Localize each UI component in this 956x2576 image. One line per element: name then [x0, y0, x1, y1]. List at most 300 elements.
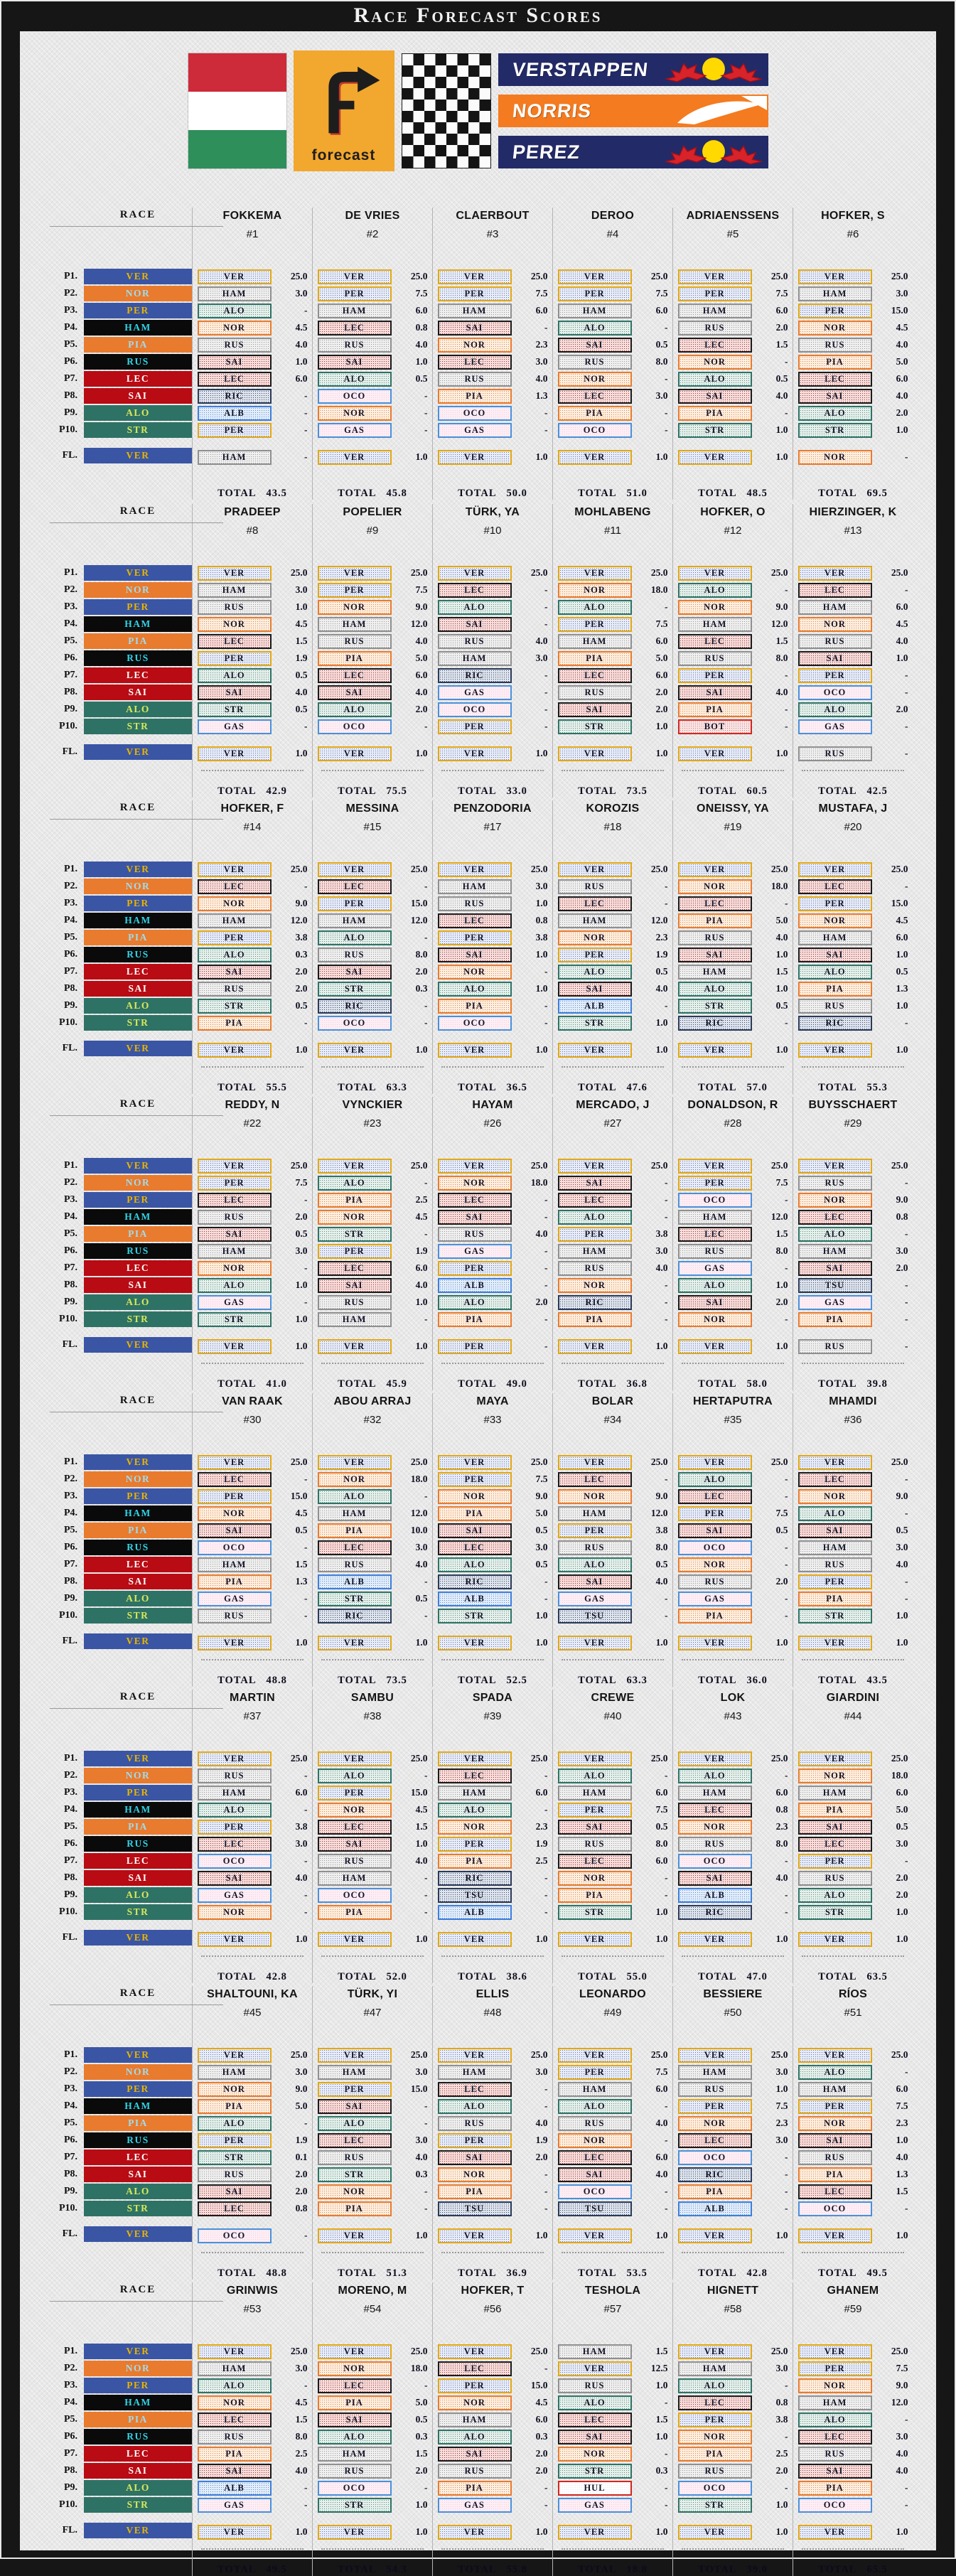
race-result-cell: ALO: [84, 1887, 192, 1903]
player-number: #8: [246, 525, 259, 537]
position-label: P9.: [63, 704, 77, 714]
prediction-row: [798, 1887, 908, 1903]
prediction-score: 18.0: [410, 2363, 428, 2373]
player-column-header: [553, 1986, 672, 2047]
prediction-score: 1.0: [896, 949, 908, 960]
forecast-section: [47, 800, 936, 1093]
prediction-score: 8.0: [655, 1838, 668, 1849]
prediction-score: 3.8: [295, 1821, 308, 1832]
prediction-score: 2.5: [295, 2448, 308, 2459]
player-total-row: [698, 2268, 768, 2280]
prediction-score: 1.0: [295, 356, 308, 367]
prediction-chip: RUS: [198, 1210, 272, 1225]
prediction-chip: PER: [798, 1854, 872, 1869]
position-label: P5.: [63, 1228, 77, 1239]
prediction-chip: LEC: [558, 1472, 632, 1487]
prediction-row: [438, 1277, 548, 1293]
fastest-lap-prediction-row: [198, 1338, 308, 1354]
prediction-chip: STR: [798, 423, 872, 438]
fastest-lap-label: FL.: [62, 2525, 77, 2535]
race-fastest-lap-cell: VER: [84, 448, 192, 463]
prediction-score: 4.0: [775, 1872, 788, 1883]
prediction-chip: HAM: [438, 1786, 512, 1800]
player-name: LEONARDO: [579, 1988, 646, 2000]
labels-column-header: [47, 1986, 84, 2047]
fastest-lap-prediction-row: [318, 1931, 428, 1947]
prediction-score: 10.0: [410, 1525, 428, 1535]
fastest-lap-prediction-row: [198, 449, 308, 465]
prediction-score: -: [905, 1593, 908, 1604]
prediction-chip: VER: [318, 1751, 392, 1766]
position-label: P8.: [63, 1872, 77, 1883]
prediction-chip: LEC: [318, 879, 392, 894]
race-result-cell: HAM: [84, 2098, 192, 2114]
prediction-chip: SAI: [438, 1523, 512, 1538]
total-divider: [201, 2548, 304, 2558]
prediction-row: [318, 1574, 428, 1589]
prediction-row: [678, 1488, 788, 1504]
prediction-score: -: [905, 2203, 908, 2213]
prediction-row: [438, 1243, 548, 1259]
prediction-chip: LEC: [438, 2082, 512, 2097]
race-result-cell: LEC: [84, 1557, 192, 1572]
labels-column-header: [47, 800, 84, 862]
prediction-row: [558, 1557, 668, 1572]
prediction-score: 1.0: [775, 2230, 788, 2240]
player-number: #50: [724, 2007, 742, 2019]
prediction-chip: PER: [558, 1803, 632, 1818]
prediction-row: [318, 2378, 428, 2393]
prediction-score: 4.5: [295, 618, 308, 629]
position-label: P1.: [63, 1456, 77, 1467]
prediction-row: [678, 1175, 788, 1191]
player-total-row: [338, 488, 407, 500]
prediction-chip: LEC: [318, 668, 392, 683]
prediction-row: [798, 1175, 908, 1191]
prediction-score: -: [544, 1279, 548, 1290]
player-total-row: [818, 2268, 888, 2280]
prediction-score: -: [785, 584, 788, 595]
prediction-row: [678, 320, 788, 336]
prediction-chip: VER: [798, 1636, 872, 1651]
race-result-cell: STR: [84, 1015, 192, 1031]
prediction-score: 1.5: [295, 1559, 308, 1569]
fastest-lap-label: FL.: [62, 746, 77, 757]
prediction-row: [558, 388, 668, 404]
race-results-column: [84, 1986, 192, 2280]
prediction-chip: TSU: [558, 1609, 632, 1624]
position-label: P8.: [63, 2465, 77, 2476]
total-value: 42.5: [866, 785, 888, 797]
player-column-header: [673, 1690, 793, 1751]
player-total-row: [818, 785, 888, 798]
prediction-row: [678, 719, 788, 734]
player-column-header: [433, 800, 552, 862]
prediction-chip: PER: [318, 286, 392, 301]
prediction-chip: SAI: [198, 965, 272, 980]
prediction-row: [798, 2064, 908, 2080]
total-divider: [441, 473, 544, 482]
total-divider: [562, 1066, 664, 1076]
player-total-row: [578, 488, 648, 500]
prediction-chip: ALO: [318, 2116, 392, 2131]
prediction-row: [318, 1175, 428, 1191]
player-column-header: [433, 2282, 552, 2344]
prediction-chip: HAM: [438, 2413, 512, 2427]
position-label: P10.: [58, 1314, 77, 1324]
race-result-cell: VER: [84, 2047, 192, 2063]
prediction-score: 25.0: [410, 2049, 428, 2060]
prediction-row: [438, 1226, 548, 1242]
prediction-score: -: [304, 1610, 308, 1621]
player-column: [793, 1986, 913, 2280]
race-result-cell: PER: [84, 599, 192, 615]
player-number: #6: [847, 228, 859, 240]
prediction-score: 3.0: [655, 1245, 668, 1256]
player-number: #36: [844, 1414, 862, 1426]
prediction-row: [438, 1768, 548, 1783]
prediction-chip: RUS: [438, 2116, 512, 2131]
player-column-header: [433, 1097, 552, 1158]
prediction-score: 1.3: [295, 1576, 308, 1587]
fastest-lap-prediction-row: [438, 2524, 548, 2540]
prediction-chip: VER: [558, 2048, 632, 2063]
prediction-row: [678, 1209, 788, 1225]
player-name: SPADA: [472, 1692, 513, 1704]
prediction-row: [318, 1243, 428, 1259]
prediction-chip: RUS: [438, 634, 512, 649]
prediction-score: 1.0: [655, 1044, 668, 1055]
prediction-score: 25.0: [770, 2049, 788, 2060]
prediction-chip: ALO: [558, 1557, 632, 1572]
race-result-cell: HAM: [84, 1802, 192, 1818]
prediction-row: [678, 2132, 788, 2148]
prediction-chip: PIA: [318, 651, 392, 666]
prediction-score: -: [304, 2230, 308, 2240]
prediction-row: [438, 1488, 548, 1504]
race-result-cell: NOR: [84, 1768, 192, 1783]
total-label: TOTAL: [338, 1082, 377, 1093]
total-label: TOTAL: [217, 2564, 257, 2575]
prediction-chip: RUS: [558, 2378, 632, 2393]
total-value: 43.5: [266, 488, 287, 499]
prediction-score: 1.0: [655, 748, 668, 758]
player-name: DONALDSON, R: [687, 1099, 778, 1111]
prediction-row: [438, 2378, 548, 2393]
player-name: SHALTOUNI, KA: [207, 1988, 298, 2000]
race-result-cell: RUS: [84, 1243, 192, 1259]
fastest-lap-prediction-row: [798, 2228, 908, 2243]
prediction-chip: LEC: [678, 1227, 752, 1242]
prediction-chip: OCO: [438, 702, 512, 717]
prediction-score: 1.0: [535, 1637, 548, 1648]
prediction-chip: PER: [438, 1261, 512, 1276]
prediction-row: [798, 650, 908, 666]
prediction-row: [438, 616, 548, 632]
prediction-chip: RUS: [678, 1574, 752, 1589]
prediction-row: [438, 633, 548, 649]
prediction-score: 1.0: [896, 424, 908, 435]
fastest-lap-prediction-row: [438, 1635, 548, 1651]
total-label: TOTAL: [698, 1675, 737, 1686]
total-divider: [201, 1955, 304, 1965]
prediction-row: [558, 1904, 668, 1920]
prediction-row: [558, 930, 668, 945]
race-result-cell: PIA: [84, 2115, 192, 2131]
prediction-score: -: [544, 1341, 548, 1351]
prediction-chip: PIA: [678, 702, 752, 717]
prediction-row: [198, 2047, 308, 2063]
position-label: P6.: [63, 1542, 77, 1552]
prediction-chip: ALO: [438, 600, 512, 615]
player-number: #32: [363, 1414, 382, 1426]
player-column-header: [313, 2282, 432, 2344]
prediction-chip: NOR: [798, 1193, 872, 1208]
race-result-cell: STR: [84, 719, 192, 734]
labels-column-header: [47, 1097, 84, 1158]
total-label: TOTAL: [698, 488, 737, 499]
player-column: [432, 1097, 552, 1390]
prediction-score: 2.0: [295, 1211, 308, 1222]
prediction-row: [798, 2361, 908, 2376]
prediction-row: [558, 1454, 668, 1470]
prediction-score: -: [544, 1770, 548, 1781]
prediction-score: 0.5: [655, 1559, 668, 1569]
prediction-chip: VER: [318, 1932, 392, 1947]
prediction-row: [438, 2201, 548, 2216]
race-result-cell: LEC: [84, 667, 192, 683]
prediction-score: -: [785, 356, 788, 367]
prediction-row: [678, 2150, 788, 2165]
prediction-chip: NOR: [558, 372, 632, 387]
prediction-score: -: [785, 2169, 788, 2179]
total-value: 63.3: [386, 1082, 407, 1093]
race-label: RACE: [119, 802, 156, 813]
prediction-chip: NOR: [558, 2447, 632, 2462]
position-label: P7.: [63, 1262, 77, 1273]
prediction-chip: LEC: [318, 321, 392, 336]
prediction-score: 25.0: [530, 2346, 548, 2356]
prediction-row: [318, 582, 428, 598]
prediction-chip: NOR: [558, 1278, 632, 1293]
prediction-score: 7.5: [295, 1177, 308, 1188]
prediction-chip: PER: [798, 1574, 872, 1589]
prediction-score: 3.0: [896, 1838, 908, 1849]
prediction-score: 4.0: [295, 339, 308, 350]
prediction-row: [678, 2446, 788, 2462]
prediction-row: [318, 269, 428, 284]
prediction-chip: RUS: [318, 2464, 392, 2479]
prediction-row: [798, 719, 908, 734]
position-label: P4.: [63, 915, 77, 925]
podium-banner: [498, 136, 768, 168]
prediction-score: 4.0: [896, 1559, 908, 1569]
total-value: 39.0: [746, 2564, 768, 2575]
prediction-chip: LEC: [198, 2201, 272, 2216]
prediction-score: 1.0: [535, 1610, 548, 1621]
total-divider: [321, 2252, 424, 2262]
prediction-chip: HAM: [198, 1557, 272, 1572]
fastest-lap-label: FL.: [62, 2228, 77, 2239]
prediction-score: -: [785, 1474, 788, 1484]
fastest-lap-prediction-row: [678, 2228, 788, 2243]
position-label: P1.: [63, 1160, 77, 1171]
prediction-row: [678, 337, 788, 353]
player-total-row: [338, 2268, 407, 2280]
race-header-underline: [50, 226, 223, 227]
prediction-row: [678, 616, 788, 632]
prediction-score: 1.0: [655, 1017, 668, 1028]
prediction-row: [558, 667, 668, 683]
prediction-chip: SAI: [198, 1871, 272, 1886]
prediction-row: [198, 2497, 308, 2513]
player-column-header: [673, 800, 793, 862]
player-column-header: [673, 1393, 793, 1454]
player-name: MOHLABENG: [574, 506, 651, 518]
prediction-row: [318, 685, 428, 700]
red-bull-logo-icon: [660, 55, 767, 85]
scores-panel: [20, 31, 936, 2575]
position-label: P3.: [63, 1787, 77, 1798]
prediction-chip: PER: [798, 304, 872, 318]
prediction-score: -: [424, 1770, 428, 1781]
prediction-chip: HAM: [438, 304, 512, 318]
player-column-header: [433, 1393, 552, 1454]
prediction-row: [678, 1836, 788, 1852]
prediction-score: 12.0: [770, 618, 788, 629]
prediction-chip: ALB: [678, 1888, 752, 1903]
prediction-row: [318, 371, 428, 387]
prediction-row: [318, 998, 428, 1014]
forecast-sections: [47, 208, 936, 2575]
prediction-row: [198, 1870, 308, 1886]
prediction-score: -: [905, 1341, 908, 1351]
prediction-score: -: [785, 1542, 788, 1552]
prediction-score: 25.0: [410, 271, 428, 281]
player-total-row: [458, 1378, 527, 1390]
prediction-score: -: [544, 424, 548, 435]
player-column-header: [193, 1690, 312, 1751]
race-result-cell: PIA: [84, 1226, 192, 1242]
prediction-chip: LEC: [558, 2150, 632, 2165]
prediction-chip: LEC: [438, 1540, 512, 1555]
player-total-row: [217, 785, 287, 798]
prediction-score: 2.0: [535, 1297, 548, 1307]
prediction-score: 3.0: [415, 2135, 428, 2145]
prediction-chip: RUS: [678, 1244, 752, 1259]
prediction-score: 25.0: [891, 864, 908, 874]
prediction-row: [678, 2378, 788, 2393]
prediction-row: [798, 286, 908, 301]
prediction-chip: GAS: [438, 423, 512, 438]
prediction-row: [318, 1870, 428, 1886]
position-label: P10.: [58, 2203, 77, 2213]
prediction-chip: NOR: [318, 2184, 392, 2199]
prediction-chip: LEC: [558, 896, 632, 911]
prediction-row: [438, 582, 548, 598]
player-column-header: [313, 208, 432, 269]
fastest-lap-prediction-row: [798, 1042, 908, 1058]
total-divider: [201, 2252, 304, 2262]
prediction-chip: LEC: [798, 2430, 872, 2444]
total-label: TOTAL: [338, 1378, 377, 1390]
prediction-chip: HAM: [798, 930, 872, 945]
player-name: VYNCKIER: [342, 1099, 403, 1111]
prediction-score: 1.0: [775, 748, 788, 758]
fastest-lap-prediction-row: [798, 1931, 908, 1947]
prediction-row: [798, 1523, 908, 1538]
prediction-row: [318, 2150, 428, 2165]
total-label: TOTAL: [578, 1378, 617, 1390]
prediction-row: [798, 981, 908, 997]
prediction-row: [438, 2361, 548, 2376]
fastest-lap-prediction-row: [198, 1042, 308, 1058]
prediction-chip: HAM: [798, 1786, 872, 1800]
prediction-score: 7.5: [896, 2100, 908, 2111]
prediction-row: [798, 913, 908, 928]
prediction-row: [438, 565, 548, 581]
position-label: P4.: [63, 1508, 77, 1518]
prediction-score: 25.0: [410, 1160, 428, 1171]
prediction-chip: PER: [798, 896, 872, 911]
prediction-score: 1.0: [655, 2230, 668, 2240]
prediction-chip: PER: [798, 668, 872, 683]
prediction-row: [678, 1260, 788, 1276]
prediction-chip: HAM: [798, 2395, 872, 2410]
position-label: P4.: [63, 2397, 77, 2408]
position-label: P3.: [63, 898, 77, 908]
prediction-row: [798, 1294, 908, 1310]
prediction-row: [198, 2115, 308, 2131]
player-column-header: [673, 1986, 793, 2047]
prediction-chip: VER: [438, 746, 512, 761]
total-divider: [321, 1066, 424, 1076]
race-fastest-lap-cell: VER: [84, 1337, 192, 1353]
prediction-chip: LEC: [798, 372, 872, 387]
prediction-score: 1.0: [415, 2526, 428, 2537]
prediction-row: [558, 913, 668, 928]
prediction-row: [798, 405, 908, 421]
total-divider: [201, 473, 304, 482]
prediction-score: 25.0: [410, 2346, 428, 2356]
prediction-score: 1.0: [295, 2526, 308, 2537]
prediction-row: [678, 1192, 788, 1208]
player-number: #47: [363, 2007, 382, 2019]
prediction-row: [198, 685, 308, 700]
prediction-chip: GAS: [798, 719, 872, 734]
prediction-row: [438, 599, 548, 615]
prediction-chip: VER: [438, 1159, 512, 1174]
prediction-row: [198, 1819, 308, 1835]
prediction-chip: LEC: [438, 355, 512, 370]
fastest-lap-prediction-row: [558, 1042, 668, 1058]
prediction-row: [198, 1751, 308, 1766]
position-label: P6.: [63, 2431, 77, 2442]
prediction-chip: PER: [678, 2099, 752, 2114]
prediction-chip: PER: [438, 1339, 512, 1354]
prediction-score: -: [424, 1177, 428, 1188]
prediction-chip: PER: [558, 948, 632, 962]
prediction-row: [318, 599, 428, 615]
total-value: 54.3: [386, 2564, 407, 2575]
prediction-score: -: [544, 1576, 548, 1587]
prediction-row: [558, 1015, 668, 1031]
prediction-score: -: [785, 1906, 788, 1917]
prediction-score: 1.0: [896, 1610, 908, 1621]
prediction-score: 25.0: [650, 864, 668, 874]
race-fastest-lap-cell: VER: [84, 1041, 192, 1056]
prediction-score: -: [424, 407, 428, 418]
